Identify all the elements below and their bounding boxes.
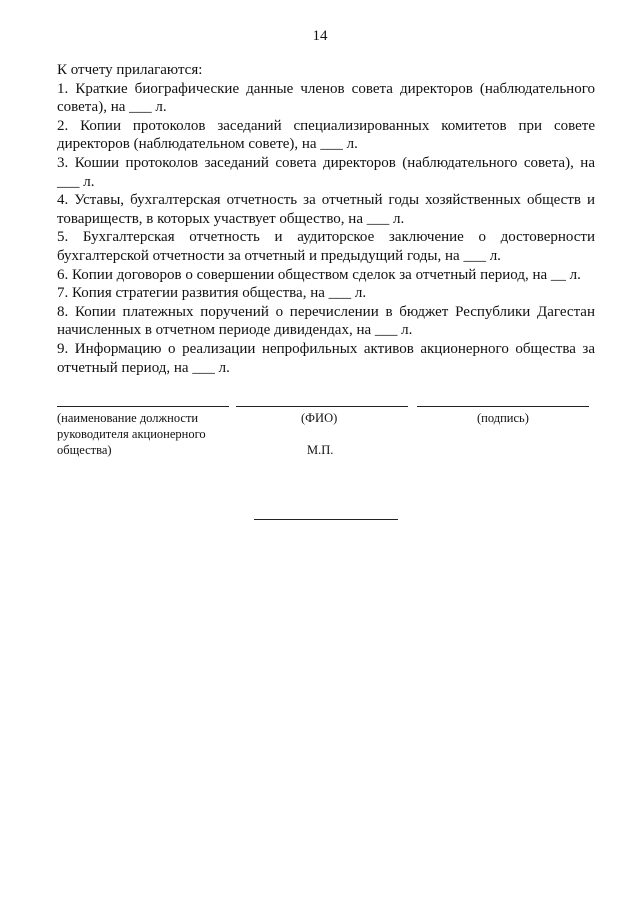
fio-caption: (ФИО) xyxy=(301,411,338,425)
position-caption: (наименование должности руководителя акционерного общества) xyxy=(57,411,206,457)
attachment-item-8: 8. Копии платежных поручений о перечислении в бюджет Республики Дагестан начисленных в отчетном периоде дивидендах, на ___ л. xyxy=(57,303,595,339)
attachment-item-5: 5. Бухгалтерская отчетность и аудиторское заключение о достоверности бухгалтерской отчетности за отчетный и предыдущий годы, на ___ л. xyxy=(57,229,595,264)
stamp-label: М.П. xyxy=(307,443,334,457)
attachment-item-1: 1. Краткие биографические данные членов совета директоров (наблюдательного совета), на ___ л. xyxy=(57,80,595,116)
signature-caption: (подпись) xyxy=(477,411,529,425)
attachment-item-3: 3. Кошии протоколов заседаний совета директоров (наблюдательного совета), на ___ л. xyxy=(57,154,595,190)
attachment-item-4: 4. Уставы, бухгалтерская отчетность за отчетный годы хозяйственных обществ и товариществ, в которых участвует общество, на ___ л. xyxy=(57,192,595,227)
attachment-item-2: 2. Копии протоколов заседаний специализированных комитетов при совете директоров (наблюдательном совете), на ___ л. xyxy=(57,117,595,153)
signature-line xyxy=(417,406,589,407)
end-of-document-line xyxy=(254,519,398,520)
attachments-list xyxy=(57,61,595,377)
attachment-item-7: 7. Копия стратегии развития общества, на ___ л. xyxy=(57,285,367,302)
fio-signature-line xyxy=(236,406,408,407)
position-signature-line xyxy=(57,406,229,407)
attachment-item-9: 9. Информацию о реализации непрофильных активов акционерного общества за отчетный период, на ___ л. xyxy=(57,340,595,376)
attachment-item-6: 6. Копии договоров о совершении обществом сделок за отчетный период, на __ л. xyxy=(57,266,581,283)
attachments-intro: К отчету прилагаются: xyxy=(57,62,203,78)
page-number: 14 xyxy=(312,28,328,44)
